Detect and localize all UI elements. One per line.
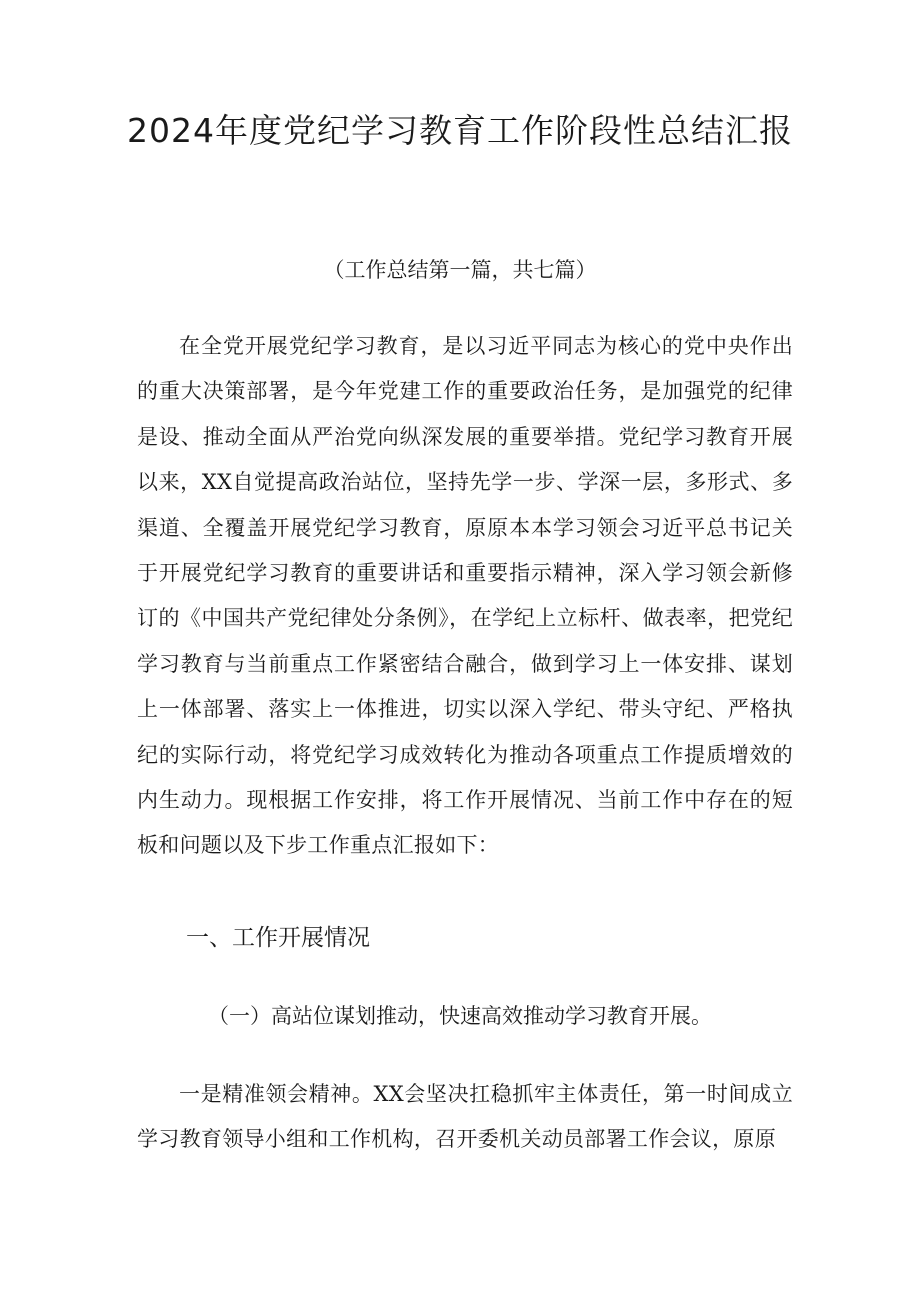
document-subtitle: （工作总结第一篇，共七篇） xyxy=(323,258,597,282)
intro-paragraph: 在全党开展党纪学习教育，是以习近平同志为核心的党中央作出的重大决策部署，是今年党建工作的重要政治任务，是加强党的纪律是设、推动全面从严治党向纵深发展的重要举措。党纪学习教育开展以来，XX自觉提高政治站位，坚持先学一步、学深一层，多形式、多渠道、全覆盖开展党纪学习教育，原原本本学习领会习近平总书记关于开展党纪学习教育的重要讲话和重要指示精神，深入学习领会新修订的《中国共产党纪律处分条例》，在学纪上立标杆、做表率，把党纪学习教育与当前重点工作紧密结合融合，做到学习上一体安排、谋划上一体部署、落实上一体推进，切实以深入学纪、带头守纪、严格执纪的实际行动，将党纪学习成效转化为推动各项重点工作提质增效的内生动力。现根据工作安排，将工作开展情况、当前工作中存在的短板和问题以及下步工作重点汇报如下： xyxy=(137,334,793,858)
section-heading: 一、工作开展情况 xyxy=(186,925,370,951)
sub-heading: （一）高站位谋划推动，快速高效推动学习教育开展。 xyxy=(208,1004,712,1028)
body-paragraph: 一是精准领会精神。XX会坚决扛稳抓牢主体责任，第一时间成立学习教育领导小组和工作机构，召开委机关动员部署工作会议，原原 xyxy=(137,1082,793,1152)
document-title: 2024年度党纪学习教育工作阶段性总结汇报 xyxy=(127,111,793,150)
